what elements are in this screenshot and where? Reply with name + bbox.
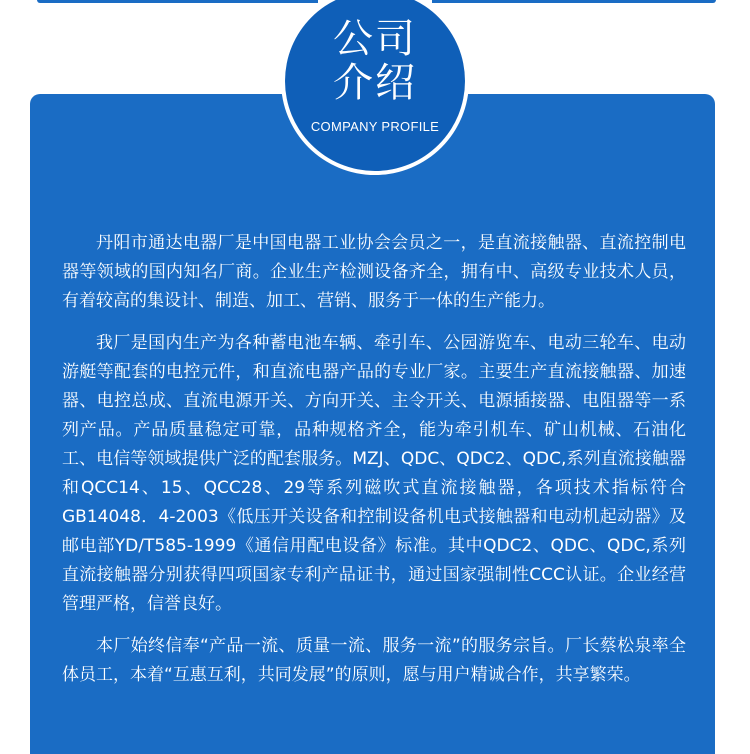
title-line-1: 公司 <box>333 16 417 62</box>
company-description <box>62 229 686 703</box>
company-profile-panel <box>30 94 715 754</box>
paragraph-philosophy: 本厂始终信奉“产品一流、质量一流、服务一流”的服务宗旨。厂长蔡松泉率全体员工，本着“互惠互利，共同发展”的原则，愿与用户精诚合作，共享繁荣。 <box>62 636 686 685</box>
paragraph-intro: 丹阳市通达电器厂是中国电器工业协会会员之一，是直流接触器、直流控制电器等领域的国内知名厂商。企业生产检测设备齐全，拥有中、高级专业技术人员，有着较高的集设计、制造、加工、营销、服务于一体的生产能力。 <box>62 233 686 311</box>
paragraph-products: 我厂是国内生产为各种蓄电池车辆、牵引车、公园游览车、电动三轮车、电动游艇等配套的电控元件，和直流电器产品的专业厂家。主要生产直流接触器、加速器、电控总成、直流电源开关、方向开关、主令开关、电源插接器、电阻器等一系列产品。产品质量稳定可靠，品种规格齐全，能为牵引机车、矿山机械、石油化工、电信等领域提供广泛的配套服务。MZJ、QDC、QDC2、QDC,系列直流接触器和QCC14、15、QCC28、29等系列磁吹式直流接触器，各项技术指标符合GB14048．4-2003《低压开关设备和控制设备机电式接触器和电动机起动器》及邮电部YD/T585-1999《通信用配电设备》标准。其中QDC2、QDC、QDC,系列直流接触器分别获得四项国家专利产品证书，通过国家强制性CCC认证。企业经营管理严格，信誉良好。 <box>62 333 686 614</box>
title-subtitle: COMPANY PROFILE <box>310 119 440 134</box>
title-line-2: 介绍 <box>333 60 417 106</box>
